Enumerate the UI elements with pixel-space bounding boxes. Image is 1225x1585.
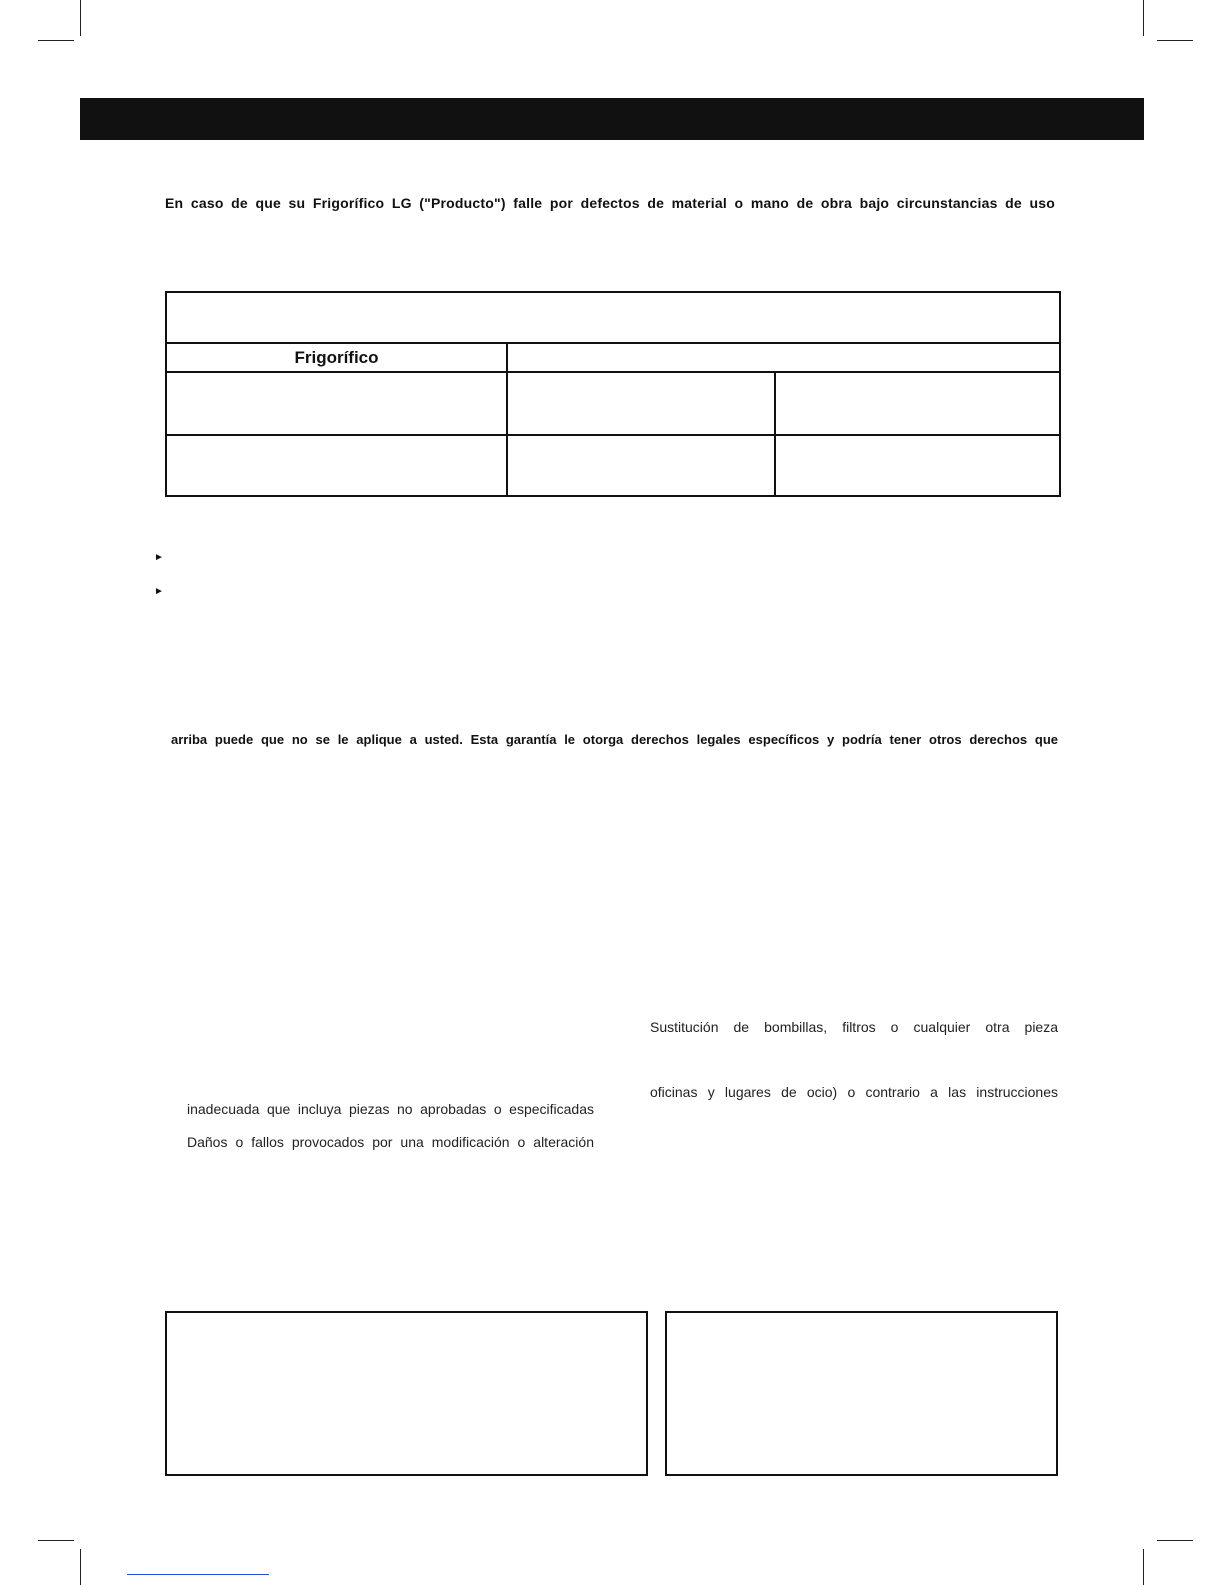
- footer-link-underline[interactable]: [127, 1574, 269, 1575]
- table-column-divider: [506, 342, 508, 495]
- contact-box-right: [665, 1311, 1058, 1476]
- table-cell-product: Frigorífico: [294, 348, 379, 367]
- table-column-divider: [774, 371, 776, 495]
- warranty-table: [165, 291, 1061, 497]
- crop-mark-bottom-right: [1143, 1549, 1144, 1585]
- crop-mark-top-right-h: [1157, 40, 1193, 41]
- bullet-marker: ►: [154, 552, 164, 563]
- intro-paragraph: En caso de que su Frigorífico LG ("Producto") falle por defectos de material o mano de obra bajo circunstancias de uso: [165, 195, 1055, 211]
- bullet-marker: ►: [154, 586, 164, 597]
- rights-notice: arriba puede que no se le aplique a usted. Esta garantía le otorga derechos legales específicos y podría tener otros derechos que: [171, 732, 1058, 747]
- crop-mark-bottom-left: [80, 1549, 81, 1585]
- crop-mark-top-left-h: [38, 40, 74, 41]
- crop-mark-bottom-left-h: [38, 1540, 74, 1541]
- exclusion-line-left: Daños o fallos provocados por una modificación o alteración: [187, 1134, 594, 1150]
- table-rule: [167, 434, 1059, 436]
- crop-mark-top-left: [80, 0, 81, 36]
- crop-mark-bottom-right-h: [1157, 1540, 1193, 1541]
- exclusion-line-left: inadecuada que incluya piezas no aprobadas o especificadas: [187, 1101, 594, 1117]
- section-header-bar: [80, 98, 1144, 140]
- crop-mark-top-right: [1143, 0, 1144, 36]
- contact-box-left: [165, 1311, 648, 1476]
- exclusion-line-right: oficinas y lugares de ocio) o contrario a las instrucciones: [650, 1084, 1058, 1100]
- exclusion-line-right: Sustitución de bombillas, filtros o cualquier otra pieza: [650, 1019, 1058, 1035]
